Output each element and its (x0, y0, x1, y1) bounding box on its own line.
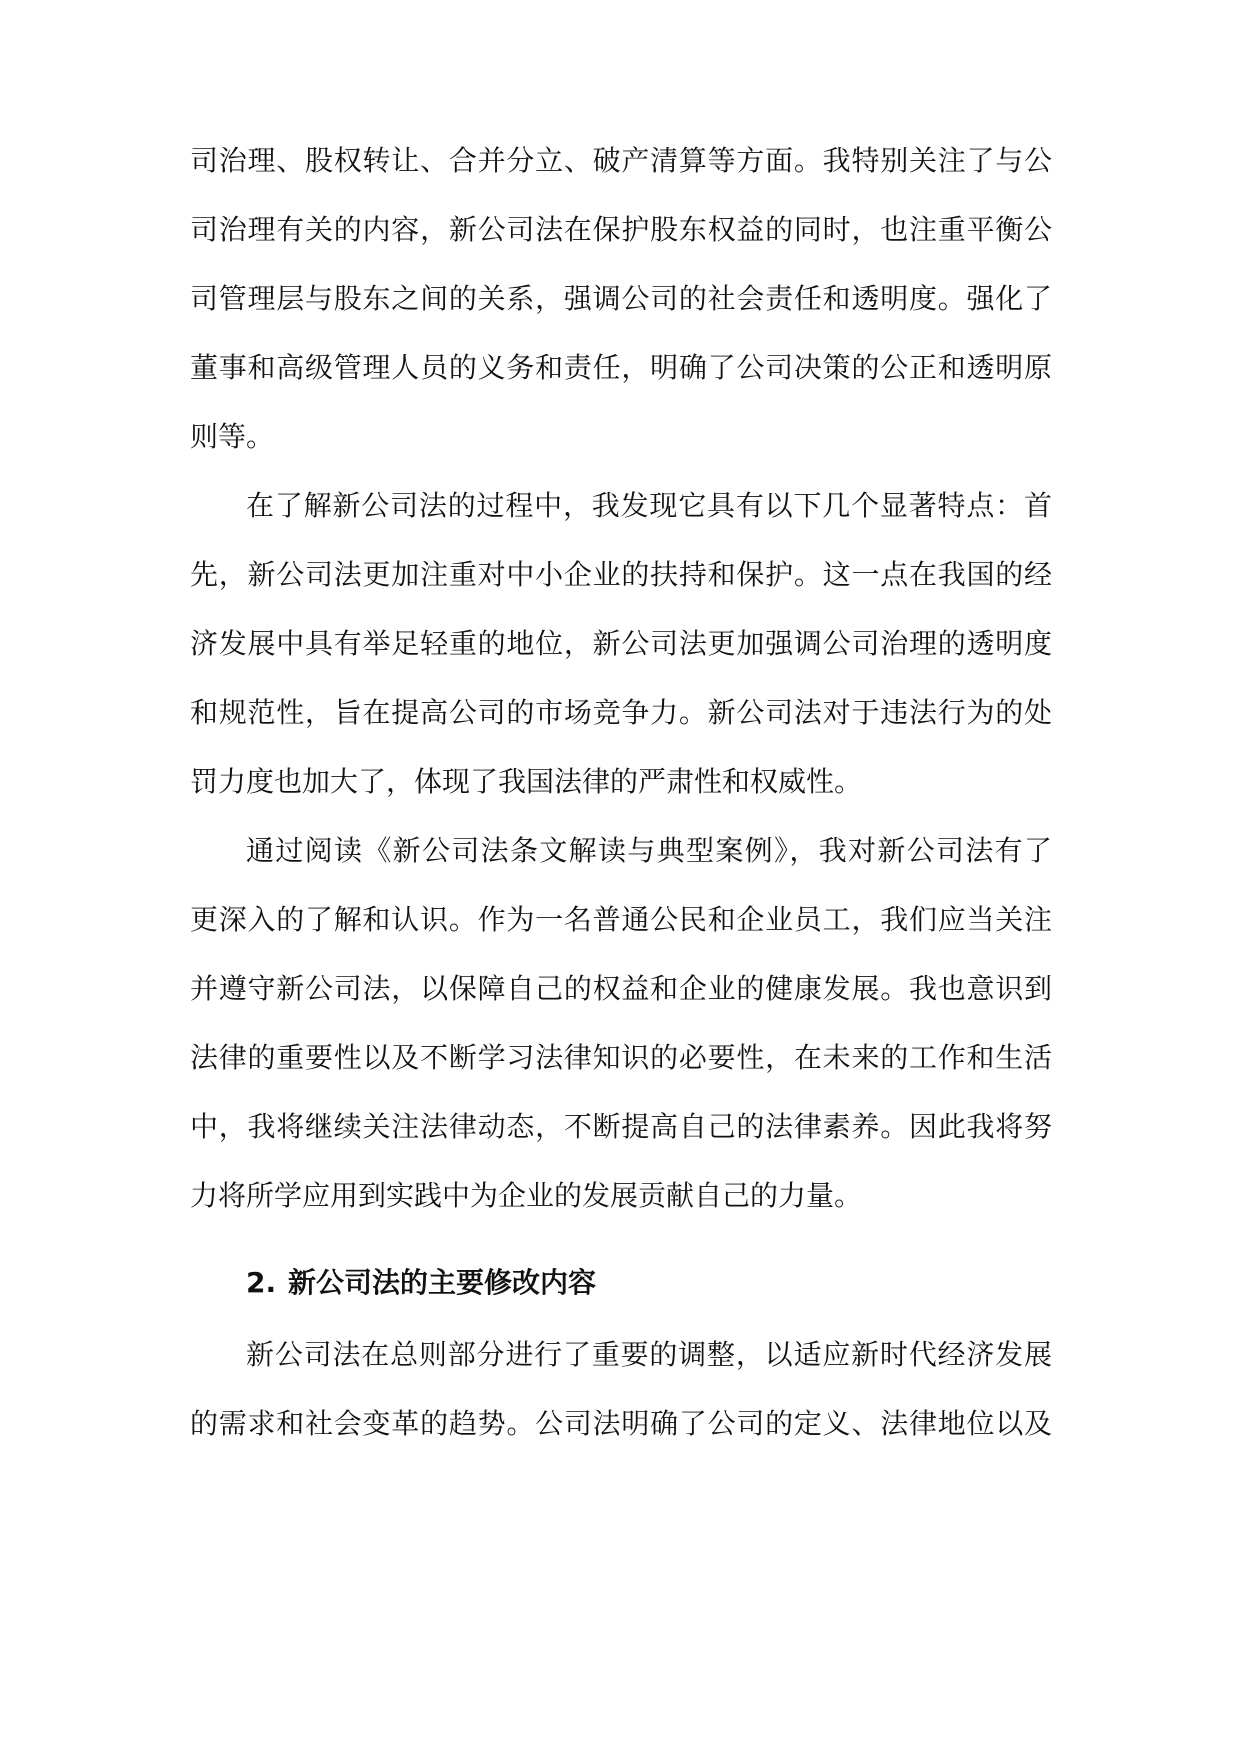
paragraph-1-line-1: 司治理、股权转让、合并分立、破产清算等方面。我特别关注了与公 (190, 144, 1052, 177)
paragraph-2-line-3: 济发展中具有举足轻重的地位，新公司法更加强调公司治理的透明度 (190, 627, 1052, 660)
paragraph-3-line-3: 并遵守新公司法，以保障自己的权益和企业的健康发展。我也意识到 (190, 972, 1052, 1005)
paragraph-3-line-5: 中，我将继续关注法律动态，不断提高自己的法律素养。因此我将努 (190, 1110, 1052, 1143)
section-paragraph-line-1: 新公司法在总则部分进行了重要的调整，以适应新时代经济发展 (246, 1338, 1052, 1371)
paragraph-2-line-4: 和规范性，旨在提高公司的市场竞争力。新公司法对于违法行为的处 (190, 696, 1052, 729)
section-paragraph-line-2: 的需求和社会变革的趋势。公司法明确了公司的定义、法律地位以及 (190, 1407, 1052, 1440)
paragraph-3-line-4: 法律的重要性以及不断学习法律知识的必要性，在未来的工作和生活 (190, 1041, 1052, 1074)
paragraph-2-line-5: 罚力度也加大了，体现了我国法律的严肃性和权威性。 (190, 765, 863, 798)
paragraph-2-line-2: 先，新公司法更加注重对中小企业的扶持和保护。这一点在我国的经 (190, 558, 1052, 591)
paragraph-1-line-4: 董事和高级管理人员的义务和责任，明确了公司决策的公正和透明原 (190, 351, 1052, 384)
section-heading (246, 1263, 596, 1303)
section-heading-number: 2. (246, 1266, 277, 1299)
paragraph-3-line-6: 力将所学应用到实践中为企业的发展贡献自己的力量。 (190, 1179, 863, 1212)
paragraph-3-line-2: 更深入的了解和认识。作为一名普通公民和企业员工，我们应当关注 (190, 903, 1052, 936)
paragraph-1-line-3: 司管理层与股东之间的关系，强调公司的社会责任和透明度。强化了 (190, 282, 1052, 315)
paragraph-3-line-1: 通过阅读《新公司法条文解读与典型案例》，我对新公司法有了 (246, 834, 1052, 867)
paragraph-1-line-2: 司治理有关的内容，新公司法在保护股东权益的同时，也注重平衡公 (190, 213, 1052, 246)
section-heading-title: 新公司法的主要修改内容 (288, 1266, 597, 1299)
paragraph-1-line-5: 则等。 (190, 420, 275, 453)
paragraph-2-line-1: 在了解新公司法的过程中，我发现它具有以下几个显著特点：首 (246, 489, 1052, 522)
